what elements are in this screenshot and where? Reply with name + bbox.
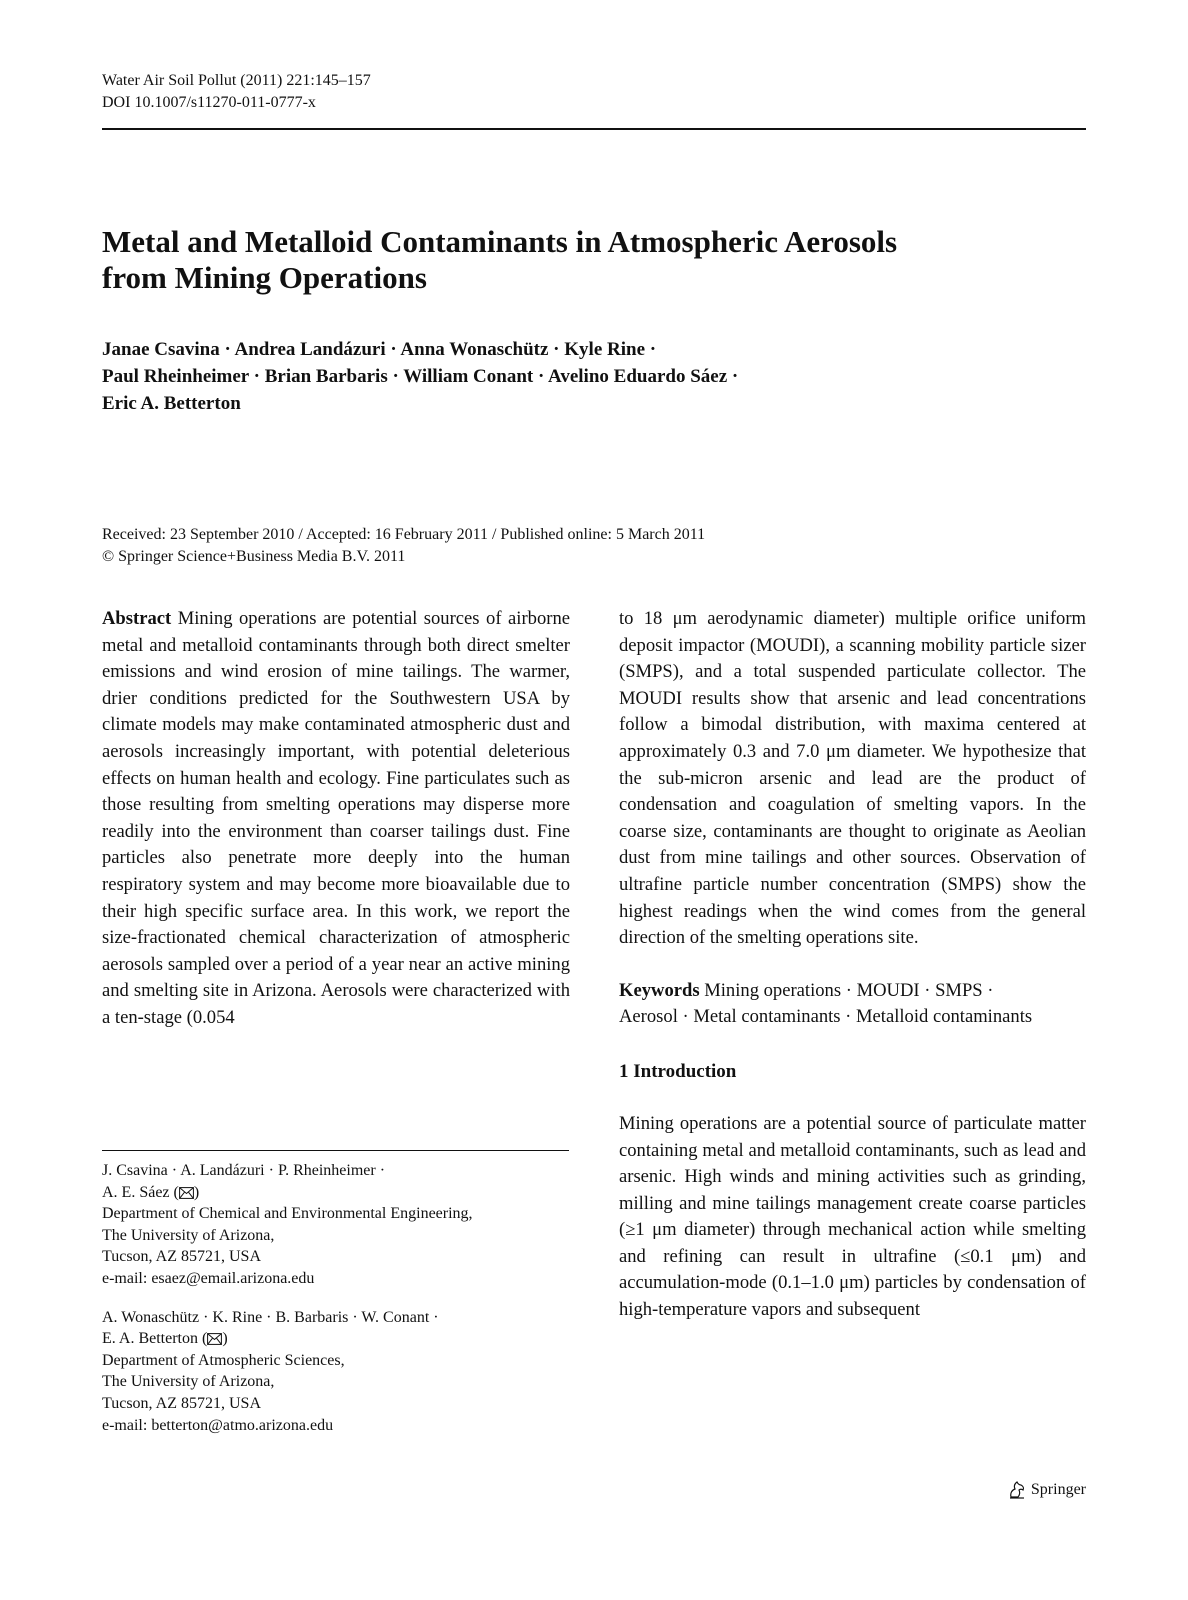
- received-accepted-published: Received: 23 September 2010 / Accepted: 16 February 2011 / Published online: 5 March 2011: [102, 526, 706, 543]
- authors-line-3: Eric A. Betterton: [102, 393, 241, 414]
- affiliation-names: A. Wonaschütz · K. Rine · B. Barbaris · W. Conant ·: [102, 1308, 439, 1326]
- university: The University of Arizona,: [102, 1226, 275, 1244]
- keywords-line-1: Mining operations · MOUDI · SMPS ·: [704, 979, 994, 1001]
- keywords-label: Keywords: [619, 979, 700, 1001]
- abstract-column-left: [102, 606, 570, 1032]
- publisher-footer: [1007, 1480, 1086, 1500]
- journal-citation: Water Air Soil Pollut (2011) 221:145–157: [102, 72, 371, 89]
- springer-horse-icon: [1007, 1480, 1027, 1500]
- corresponding-author-line: A. E. Sáez ( ): [102, 1183, 200, 1201]
- abstract-paragraph: [102, 606, 570, 1032]
- keywords: [619, 978, 1086, 1031]
- header-rule: [102, 128, 1086, 130]
- authors-line-2: Paul Rheinheimer · Brian Barbaris · William Conant · Avelino Eduardo Sáez ·: [102, 366, 739, 387]
- copyright: © Springer Science+Business Media B.V. 2011: [102, 548, 406, 565]
- footnote-rule: [102, 1150, 569, 1151]
- address: Tucson, AZ 85721, USA: [102, 1248, 261, 1266]
- title-line-1: Metal and Metalloid Contaminants in Atmospheric Aerosols: [102, 224, 898, 259]
- abstract-text-left: Mining operations are potential sources of airborne metal and metalloid contaminants through both direct smelter emissions and wind erosion of mine tailings. The warmer, drier conditions predicted for the Southwestern USA by climate models may make contaminated atmospheric dust and aerosols increasingly important, with potential deleterious effects on human health and ecology. Fine particulates such as those resulting from smelting operations may disperse more readily into the environment than coarser tailings dust. Fine particles also penetrate more deeply into the human respiratory system and may become more bioavailable due to their high specific surface area. In this work, we report the size-fractionated chemical characterization of atmospheric aerosols sampled over a period of a year near an active mining and smelting site in Arizona. Aerosols were characterized with a ten-stage (0.054: [102, 608, 570, 1028]
- email: e-mail: betterton@atmo.arizona.edu: [102, 1416, 334, 1434]
- keywords-line-2: Aerosol · Metal contaminants · Metalloid contaminants: [619, 1006, 1033, 1028]
- section-heading-introduction: 1 Introduction: [619, 1060, 737, 1082]
- affiliation-block: [102, 1160, 569, 1290]
- affiliation-block: [102, 1307, 569, 1437]
- right-column: [619, 606, 1086, 1324]
- email: e-mail: esaez@email.arizona.edu: [102, 1269, 315, 1287]
- department: Department of Chemical and Environmental Engineering,: [102, 1205, 473, 1223]
- university: The University of Arizona,: [102, 1373, 275, 1391]
- title-line-2: from Mining Operations: [102, 260, 427, 295]
- envelope-icon: [207, 1333, 222, 1345]
- introduction-text: Mining operations are a potential source of particulate matter containing metal and metalloid contaminants, such as lead and arsenic. High winds and mining activities such as grinding, milling and mine tailings management create coarse particles (≥1 μm diameter) through mechanical action while smelting and refining can result in ultrafine (≤0.1 μm) and accumulation-mode (0.1–1.0 μm) particles by condensation of high-temperature vapors and subsequent: [619, 1112, 1086, 1321]
- corresponding-author: A. E. Sáez (: [102, 1183, 179, 1201]
- corresponding-author: E. A. Betterton (: [102, 1330, 208, 1348]
- abstract-label: Abstract: [102, 608, 172, 629]
- publication-dates: [102, 524, 705, 568]
- publisher-name: Springer: [1030, 1481, 1086, 1498]
- affiliations: [102, 1160, 569, 1453]
- author-list: [102, 336, 1086, 417]
- department: Department of Atmospheric Sciences,: [102, 1351, 345, 1369]
- affiliation-names: J. Csavina · A. Landázuri · P. Rheinheimer ·: [102, 1162, 386, 1179]
- authors-line-1: Janae Csavina · Andrea Landázuri · Anna Wonaschütz · Kyle Rine ·: [102, 339, 657, 360]
- address: Tucson, AZ 85721, USA: [102, 1394, 261, 1412]
- corresponding-author-line: E. A. Betterton ( ): [102, 1330, 228, 1348]
- doi: DOI 10.1007/s11270-011-0777-x: [102, 94, 316, 111]
- envelope-icon: [179, 1187, 194, 1199]
- journal-header: [102, 70, 371, 114]
- paper-title: [102, 224, 1086, 296]
- abstract-text-right: to 18 μm aerodynamic diameter) multiple orifice uniform deposit impactor (MOUDI), a scanning mobility particle sizer (SMPS), and a total suspended particulate collector. The MOUDI results show that arsenic and lead concentrations follow a bimodal distribution, with maxima centered at approximately 0.3 and 7.0 μm diameter. We hypothesize that the sub-micron arsenic and lead are the product of condensation and coagulation of smelting vapors. In the coarse size, contaminants are thought to originate as Aeolian dust from mine tailings and other sources. Observation of ultrafine particle number concentration (SMPS) show the highest readings when the wind comes from the general direction of the smelting operations site.: [619, 608, 1086, 949]
